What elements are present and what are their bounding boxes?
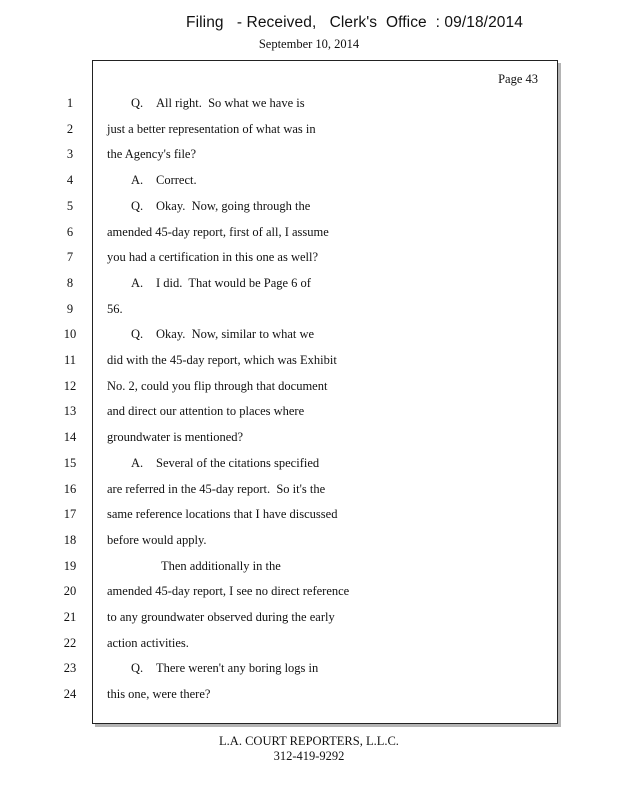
line-content: amended 45-day report, first of all, I assume [107,225,329,239]
transcript-line [107,430,243,445]
transcript-line [107,302,123,317]
line-content: you had a certification in this one as well? [107,250,319,264]
line-content: Okay. Now, going through the [156,199,311,213]
line-content: I did. That would be Page 6 of [156,276,311,290]
line-number: 19 [63,559,77,573]
line-number: 16 [63,482,77,496]
deposition-date: September 10, 2014 [258,37,360,51]
line-content: before would apply. [107,533,207,547]
line-content: Several of the citations specified [156,456,320,470]
transcript-line [131,276,311,291]
transcript-line [107,610,335,625]
transcript-line [107,147,196,162]
line-content: did with the 45-day report, which was Exhibit [107,353,337,367]
transcript-line [131,661,318,676]
transcript-line [131,96,305,111]
transcript-line [161,559,281,574]
answer-marker: A. [131,276,144,290]
line-content: this one, were there? [107,687,211,701]
line-number: 9 [66,302,74,316]
line-number: 2 [66,122,74,136]
reporter-company: L.A. COURT REPORTERS, L.L.C. [219,734,399,748]
line-number: 17 [63,507,77,521]
line-number: 18 [63,533,77,547]
transcript-line [107,353,337,368]
question-marker: Q. [131,199,144,213]
transcript-line [131,199,310,214]
transcript-line [131,456,319,471]
line-content: Okay. Now, similar to what we [156,327,315,341]
transcript-line [131,327,314,342]
line-content: the Agency's file? [107,147,197,161]
transcript-line [107,687,210,702]
line-number: 10 [63,327,77,341]
line-number: 1 [66,96,74,110]
line-content: and direct our attention to places where [107,404,305,418]
line-content: just a better representation of what was in [107,122,316,136]
line-content: 56. [107,302,123,316]
line-number: 21 [63,610,77,624]
line-content: action activities. [107,636,189,650]
transcript-line [107,507,337,522]
line-content: are referred in the 45-day report. So it's the [107,482,326,496]
transcript-line [107,379,327,394]
line-content: All right. So what we have is [156,96,305,110]
line-number: 3 [66,147,74,161]
line-content: There weren't any boring logs in [156,661,319,675]
answer-marker: A. [131,173,144,187]
reporter-phone: 312-419-9292 [273,749,345,763]
line-content: amended 45-day report, I see no direct reference [107,584,350,598]
line-number: 15 [63,456,77,470]
line-number: 20 [63,584,77,598]
transcript-line [131,173,197,188]
transcript-line [107,122,316,137]
question-marker: Q. [131,96,144,110]
line-number: 6 [66,225,74,239]
line-number: 8 [66,276,74,290]
line-content: same reference locations that I have discussed [107,507,338,521]
transcript-line [107,636,189,651]
line-content: Then additionally in the [161,559,281,573]
transcript-line [107,404,304,419]
line-content: Correct. [156,173,197,187]
line-content: to any groundwater observed during the early [107,610,335,624]
transcript-line [107,225,329,240]
line-number: 7 [66,250,74,264]
page-number: Page 43 [498,72,538,86]
answer-marker: A. [131,456,144,470]
line-number: 13 [63,404,77,418]
line-number: 14 [63,430,77,444]
line-number: 12 [63,379,77,393]
transcript-line [107,533,207,548]
line-number: 23 [63,661,77,675]
question-marker: Q. [131,327,144,341]
line-number: 11 [63,353,77,367]
line-content: groundwater is mentioned? [107,430,244,444]
line-content: No. 2, could you flip through that document [107,379,328,393]
filing-stamp: Filing - Received, Clerk's Office : 09/18/2014 [186,14,523,31]
transcript-line [107,584,349,599]
line-number: 4 [66,173,74,187]
line-number: 24 [63,687,77,701]
transcript-line [107,250,318,265]
line-number: 22 [63,636,77,650]
transcript-line [107,482,325,497]
line-number: 5 [66,199,74,213]
question-marker: Q. [131,661,144,675]
